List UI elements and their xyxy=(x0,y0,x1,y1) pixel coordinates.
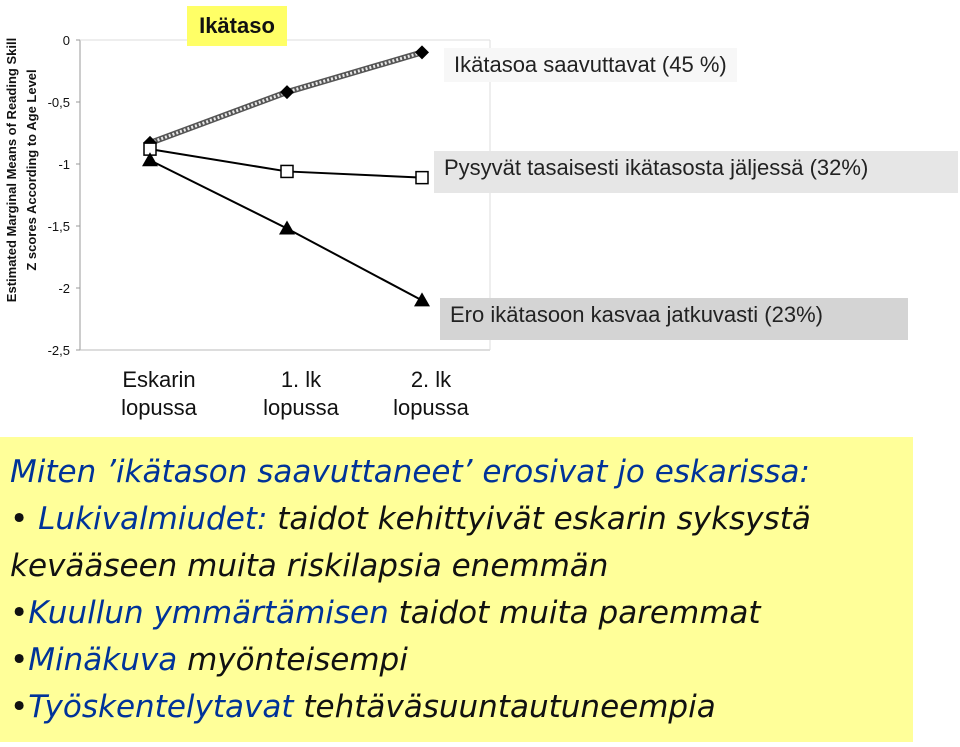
data-point-triangle xyxy=(279,220,295,234)
y-axis-title xyxy=(0,0,44,340)
y-tick-label: -1,5 xyxy=(47,219,70,234)
x-tick-label: 1. lk lopussa xyxy=(263,367,339,420)
bullet: • xyxy=(10,501,29,537)
y-tick-label: 0 xyxy=(62,33,70,48)
bullet: • xyxy=(10,595,29,631)
note-text: tehtäväsuuntautuneempia xyxy=(293,689,716,725)
x-tick-label: Eskarin lopussa xyxy=(121,367,197,420)
y-tick-label: -2 xyxy=(58,281,70,296)
age-level-badge: Ikätaso xyxy=(187,6,287,46)
notes-panel xyxy=(0,437,913,742)
note-term: Työskentelytavat xyxy=(28,689,294,725)
data-point-diamond xyxy=(415,45,429,59)
chart-axes xyxy=(48,33,490,358)
note-item xyxy=(10,496,901,543)
data-point-square xyxy=(281,165,293,177)
note-text: myönteisempi xyxy=(177,642,408,678)
note-term: Kuullun ymmärtämisen xyxy=(28,595,389,631)
legend-label-gap-widening: Ero ikätasoon kasvaa jatkuvasti (23%) xyxy=(440,298,908,340)
y-tick-label: -1 xyxy=(58,157,70,172)
notes-heading: Miten ’ikätason saavuttaneet’ erosivat jo eskarissa: xyxy=(10,454,810,490)
note-item xyxy=(10,590,901,637)
legend-label-steadily-behind: Pysyvät tasaisesti ikätasosta jäljessä (32%) xyxy=(434,151,958,193)
y-tick-label: -0,5 xyxy=(47,95,70,110)
y-tick-label: -2,5 xyxy=(47,343,70,358)
note-item xyxy=(10,637,901,684)
data-point-square xyxy=(416,172,428,184)
note-item xyxy=(10,684,901,731)
x-tick-label: 2. lk lopussa xyxy=(393,367,469,420)
bullet: • xyxy=(10,642,29,678)
legend-label-reaching-age-level: Ikätasoa saavuttavat (45 %) xyxy=(444,48,737,82)
y-axis-label-line2: Z scores According to Age Level xyxy=(24,69,39,271)
note-text-continued: kevääseen muita riskilapsia enemmän xyxy=(10,548,609,584)
note-text: taidot kehittyivät eskarin syksystä xyxy=(267,501,811,537)
chart-series xyxy=(142,45,430,306)
note-term: Lukivalmiudet: xyxy=(38,501,268,537)
note-term: Minäkuva xyxy=(28,642,178,678)
data-point-triangle xyxy=(414,292,430,306)
bullet: • xyxy=(10,689,29,725)
note-text: taidot muita paremmat xyxy=(388,595,761,631)
y-axis-label-line1: Estimated Marginal Means of Reading Skill xyxy=(4,37,19,303)
